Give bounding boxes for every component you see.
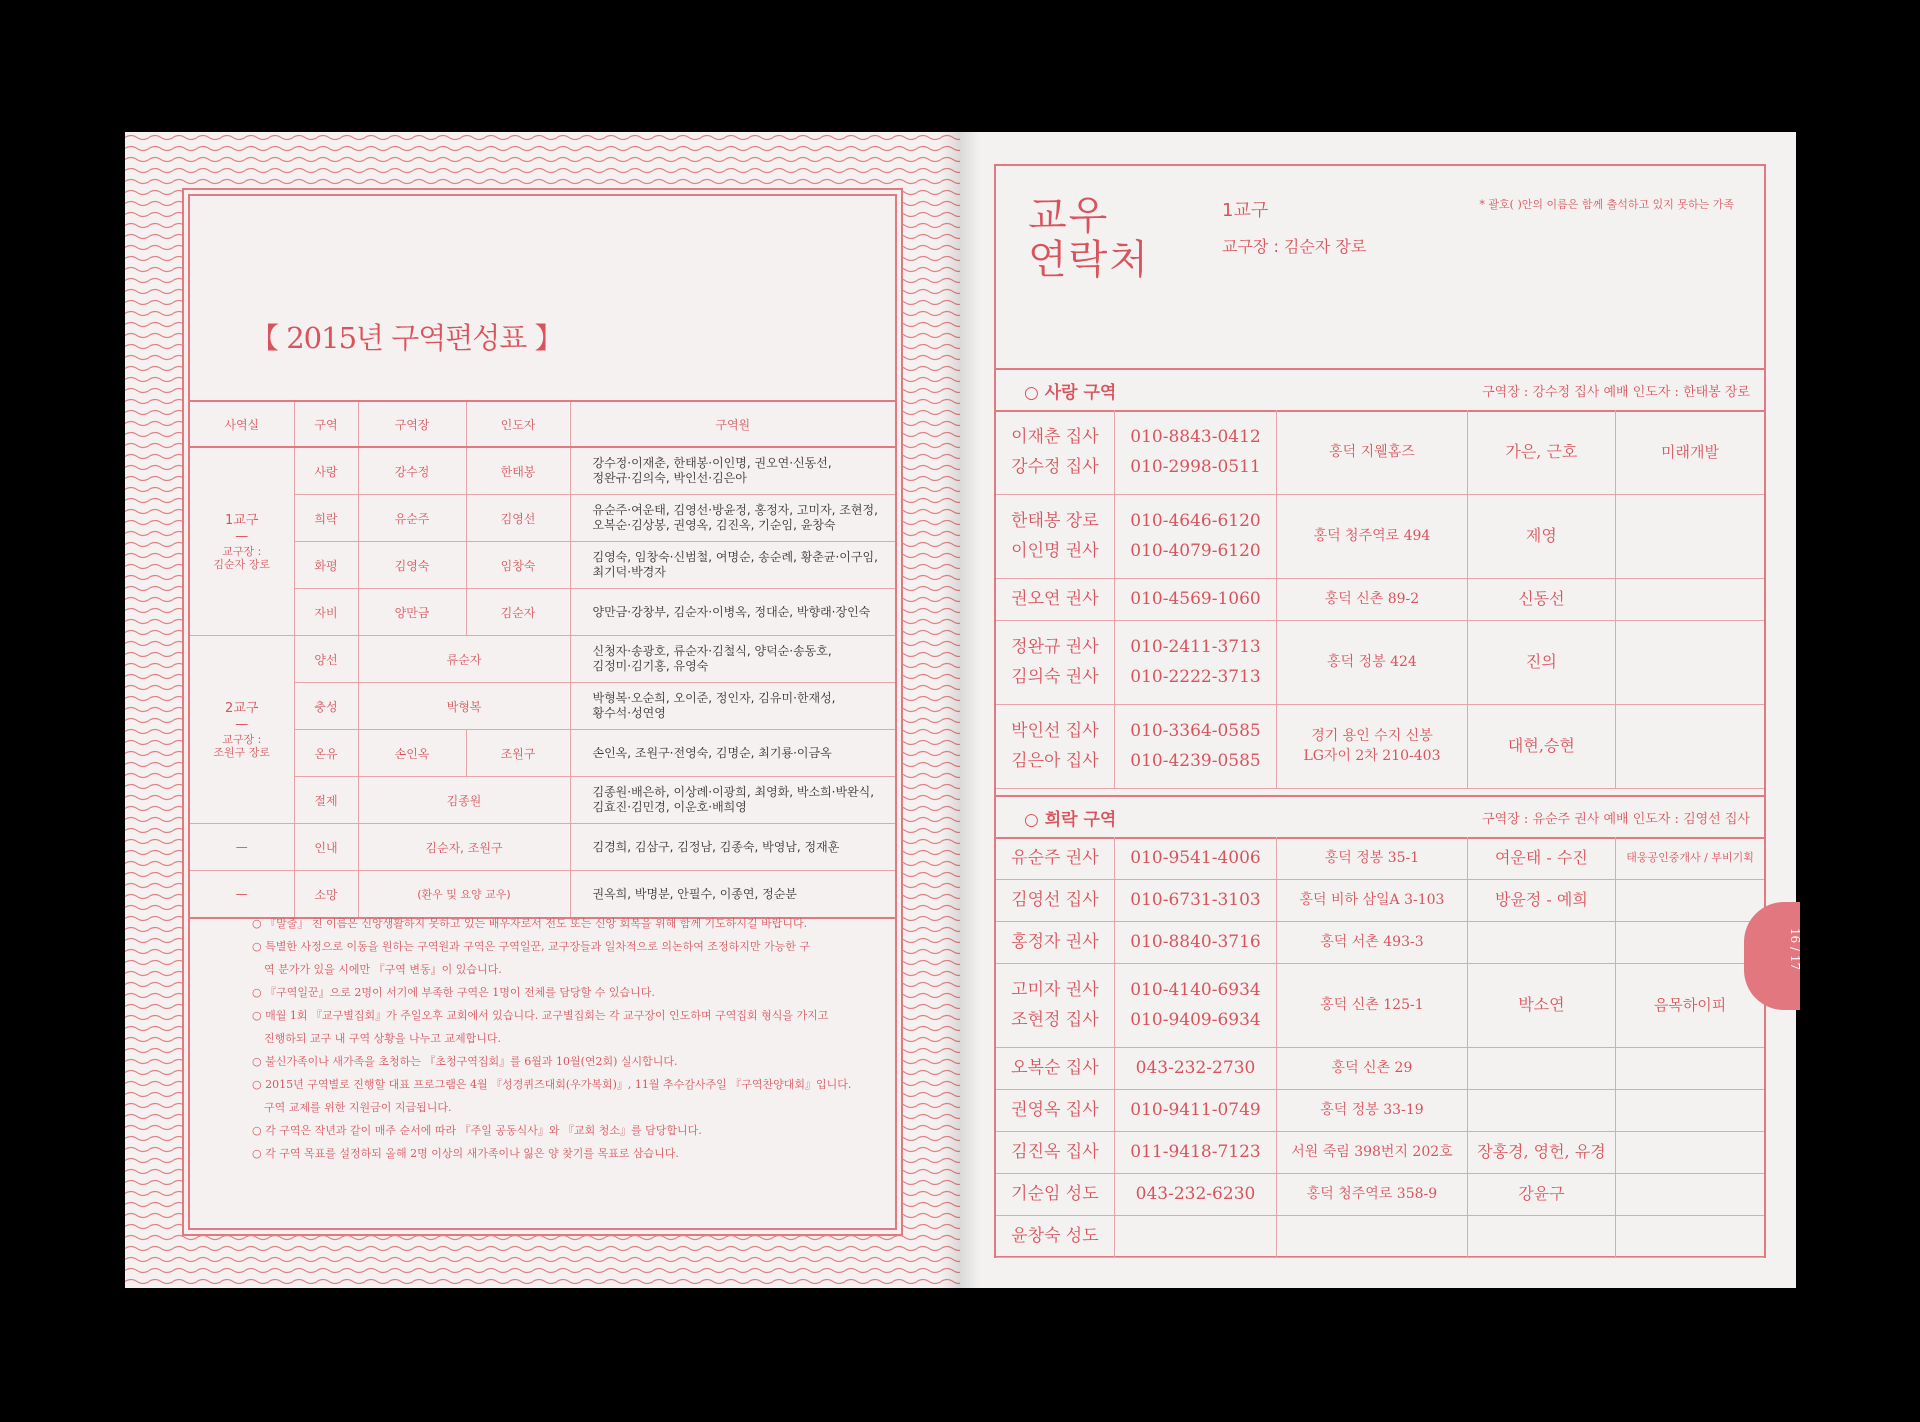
contact-title [1028, 194, 1150, 282]
district-table [190, 400, 895, 919]
job-cell: 음목하이피 [1616, 963, 1764, 1047]
table-row [190, 683, 895, 730]
zone-cell: 양선 [294, 636, 358, 683]
address-line: 경기 용인 수지 신봉 [1311, 728, 1433, 744]
members-line: 유순주·여운태, 김영선·방윤정, 홍정자, 고미자, 조현정, [592, 503, 878, 517]
group-dash-cell: — [190, 871, 294, 919]
note-line: ○ 각 구역 목표를 설정하되 올해 2명 이상의 새가족이나 잃은 양 찾기를 목표로 삼습니다. [252, 1147, 679, 1160]
note-line: ○ 『구역일꾼』으로 2명이 서기에 부족한 구역은 1명이 전체를 담당할 수 있습니다. [252, 986, 655, 999]
phone-number: 010-2222-3713 [1130, 667, 1261, 687]
phone-number: 043-232-2730 [1135, 1058, 1256, 1078]
family-cell [1467, 1089, 1615, 1131]
zone-cell: 소망 [294, 871, 358, 919]
table-row [190, 824, 895, 871]
member-name: 이재춘 집사 [1011, 426, 1099, 447]
district-name: 2교구 [225, 700, 259, 716]
member-name: 홍정자 권사 [1011, 932, 1099, 952]
org-chart-frame [188, 194, 897, 1230]
member-name-cell [996, 410, 1114, 494]
phone-cell [1114, 963, 1276, 1047]
members-line: 신청자·송광호, 류순자·김철식, 양덕순·송동호, [592, 644, 832, 658]
district-leader: 조원구 장로 [213, 745, 271, 759]
phone-cell [1114, 1047, 1276, 1089]
address-line: 홍덕 서촌 493-3 [1320, 934, 1424, 950]
zone-head-cell: 양만금 [358, 589, 466, 636]
zone-head-cell: 손인옥 [358, 730, 466, 777]
note-line: ○ 『말줄』 친 이름은 신앙생활하지 못하고 있는 배우자로서 전도 또는 신앙 회복을 위해 함께 기도하시길 바랍니다. [252, 917, 808, 930]
address-line: 홍덕 정봉 424 [1327, 654, 1417, 670]
job-cell [1616, 1173, 1764, 1215]
note-line: ○ 각 구역은 작년과 같이 매주 순서에 따라 『주일 공동식사』와 『교회 청소』를 담당합니다. [252, 1124, 702, 1137]
family-cell: 대현,승현 [1467, 704, 1615, 788]
right-page [960, 132, 1803, 1288]
member-name-cell [996, 1215, 1114, 1257]
phone-number: 010-4569-1060 [1130, 589, 1261, 609]
member-name-cell [996, 704, 1114, 788]
members-cell: 김경희, 김삼구, 김정남, 김종숙, 박영남, 정재훈 [570, 824, 895, 871]
contact-row [996, 1131, 1764, 1173]
address-cell [1277, 620, 1467, 704]
left-page [125, 132, 960, 1288]
contact-row [996, 837, 1764, 879]
address-cell [1277, 1215, 1467, 1257]
job-cell [1616, 578, 1764, 620]
family-cell: 신동선 [1467, 578, 1615, 620]
zone-cell: 인내 [294, 824, 358, 871]
member-name-cell [996, 1047, 1114, 1089]
member-name: 김영선 집사 [1011, 890, 1099, 910]
member-name: 박인선 집사 [1011, 721, 1099, 741]
member-name: 정완규 권사 [1011, 637, 1099, 657]
zone-cell: 온유 [294, 730, 358, 777]
address-line: 홍덕 신촌 89-2 [1324, 591, 1420, 607]
family-note: * 괄호( )안의 이름은 함께 출석하고 있지 못하는 가족 [1479, 198, 1734, 211]
contact-row [996, 1047, 1764, 1089]
job-cell [1616, 921, 1764, 963]
member-name-cell [996, 1089, 1114, 1131]
contact-row [996, 921, 1764, 963]
header-cell: 구역 [294, 401, 358, 447]
family-cell [1467, 921, 1615, 963]
member-name-cell [996, 963, 1114, 1047]
member-name-cell [996, 879, 1114, 921]
address-line: 홍덕 신촌 125-1 [1320, 997, 1424, 1013]
phone-cell [1114, 1215, 1276, 1257]
members-cell: 손인옥, 조원구·전영숙, 김명순, 최기룡·이금옥 [570, 730, 895, 777]
members-cell [570, 683, 895, 730]
members-cell [570, 542, 895, 589]
group-dash-cell: — [190, 824, 294, 871]
members-cell [570, 777, 895, 824]
zone-cell: 화평 [294, 542, 358, 589]
member-name: 김의숙 권사 [1011, 667, 1099, 687]
address-cell [1277, 410, 1467, 494]
zone-head-cell: 류순자 [358, 636, 570, 683]
zone-cell: 사랑 [294, 447, 358, 495]
section-header [996, 795, 1764, 839]
contact-row [996, 494, 1764, 578]
phone-number: 010-6731-3103 [1130, 890, 1261, 910]
member-name-cell [996, 578, 1114, 620]
family-cell: 제영 [1467, 494, 1615, 578]
members-line: 박형복·오순희, 오이준, 정인자, 김유미·한재성, [592, 691, 836, 705]
member-name: 김진옥 집사 [1011, 1142, 1099, 1162]
family-cell [1467, 1215, 1615, 1257]
phone-cell [1114, 704, 1276, 788]
member-name: 유순주 권사 [1011, 847, 1099, 868]
guide-cell: 임창숙 [466, 542, 570, 589]
table-row [190, 871, 895, 919]
district-label: 1교구 [1222, 200, 1269, 221]
phone-number: 010-8843-0412 [1130, 426, 1261, 447]
header-cell: 구역원 [570, 401, 895, 447]
district-leader: 교구장 : 김순자 장로 [1222, 237, 1367, 256]
family-cell [1467, 1047, 1615, 1089]
phone-number: 010-4079-6120 [1130, 541, 1261, 561]
contact-row [996, 620, 1764, 704]
phone-number: 010-9541-4006 [1130, 847, 1261, 868]
section-leaders: 구역장 : 유순주 권사 예배 인도자 : 김영선 집사 [1482, 812, 1750, 827]
address-line: 홍덕 비하 삼일A 3-103 [1299, 892, 1445, 908]
note-line: ○ 매월 1회 『교구별집회』가 주일오후 교회에서 있습니다. 교구별집회는 각 교구장이 인도하며 구역집회 형식을 가지고 [252, 1009, 829, 1022]
address-cell [1277, 704, 1467, 788]
zone-head-cell: 김종원 [358, 777, 570, 824]
job-cell [1616, 620, 1764, 704]
members-line: 황수석·성연영 [592, 706, 666, 720]
member-name: 기순임 성도 [1011, 1184, 1099, 1204]
job-cell [1616, 494, 1764, 578]
member-name: 오복순 집사 [1011, 1058, 1099, 1078]
contact-row [996, 1215, 1764, 1257]
phone-cell [1114, 1173, 1276, 1215]
notes-list [252, 912, 852, 1165]
member-name-cell [996, 921, 1114, 963]
member-name: 강수정 집사 [1011, 456, 1099, 477]
contact-row [996, 578, 1764, 620]
phone-cell [1114, 620, 1276, 704]
address-cell [1277, 1089, 1467, 1131]
guide-cell: 김순자 [466, 589, 570, 636]
note-line: ○ 불신가족이나 새가족을 초청하는 『초청구역집회』를 6월과 10월(연2회) 실시합니다. [252, 1055, 678, 1068]
header-cell: 구역장 [358, 401, 466, 447]
member-name: 이인명 권사 [1011, 541, 1099, 561]
phone-cell [1114, 1089, 1276, 1131]
phone-cell [1114, 410, 1276, 494]
address-line: LG자이 2차 210-403 [1303, 748, 1441, 764]
phone-number: 010-9411-0749 [1130, 1100, 1261, 1120]
address-line: 홍덕 청주역로 358-9 [1306, 1186, 1438, 1202]
phone-cell [1114, 837, 1276, 879]
section-leaders: 구역장 : 강수정 집사 예배 인도자 : 한태봉 장로 [1482, 385, 1750, 400]
table-row [190, 447, 895, 495]
phone-number: 043-232-6230 [1135, 1184, 1256, 1204]
address-cell [1277, 494, 1467, 578]
district-leader: 김순자 장로 [213, 557, 271, 571]
note-line: ○ 특별한 사정으로 이동을 원하는 구역원과 구역은 구역일꾼, 교구장들과 일차적으로 의논하여 조정하지만 가능한 구 [252, 940, 810, 953]
contact-row [996, 963, 1764, 1047]
job-cell: 태웅공인중개사 / 부비기획 [1616, 837, 1764, 879]
contact-frame [994, 164, 1766, 1258]
phone-cell [1114, 921, 1276, 963]
contact-row [996, 879, 1764, 921]
member-name-cell [996, 494, 1114, 578]
phone-cell [1114, 1131, 1276, 1173]
zone-cell: 희락 [294, 495, 358, 542]
family-cell: 진의 [1467, 620, 1615, 704]
section-name: ○ 사랑 구역 [1024, 383, 1117, 403]
members-line: 정완규·김의숙, 박인선·김은아 [592, 471, 747, 485]
family-cell: 장홍경, 영헌, 유경 [1467, 1131, 1615, 1173]
job-cell [1616, 1131, 1764, 1173]
table-header-row [190, 401, 895, 447]
contact-row [996, 410, 1764, 494]
district-leader-label: 교구장 : [222, 732, 262, 746]
zone-head-cell: 박형복 [358, 683, 570, 730]
phone-cell [1114, 494, 1276, 578]
member-name-cell [996, 1131, 1114, 1173]
family-cell: 여운태 - 수진 [1467, 837, 1615, 879]
members-line: 강수정·이재춘, 한태봉·이인명, 권오연·신동선, [592, 456, 832, 470]
phone-number: 010-9409-6934 [1130, 1010, 1261, 1030]
contact-row [996, 1089, 1764, 1131]
member-name: 조현정 집사 [1011, 1010, 1099, 1030]
members-line: 김종원·배은하, 이상례·이광희, 최영화, 박소희·박완식, [592, 785, 875, 799]
zone-head-cell: 김영숙 [358, 542, 466, 589]
phone-number: 010-4140-6934 [1130, 980, 1261, 1000]
members-line: 김정미·김기홍, 유영숙 [592, 659, 709, 673]
phone-number: 010-4646-6120 [1130, 511, 1261, 531]
phone-cell [1114, 879, 1276, 921]
family-cell: 박소연 [1467, 963, 1615, 1047]
phone-number: 011-9418-7123 [1130, 1142, 1261, 1162]
guide-cell: 조원구 [466, 730, 570, 777]
job-cell [1616, 1047, 1764, 1089]
contact-table [996, 410, 1764, 789]
guide-cell: 한태봉 [466, 447, 570, 495]
members-line: 김효진·김민경, 이운호·배희영 [592, 800, 747, 814]
header-cell: 사역실 [190, 401, 294, 447]
family-cell: 가은, 근호 [1467, 410, 1615, 494]
note-line: 역 분가가 있을 시에만 『구역 변동』이 있습니다. [264, 963, 502, 976]
contact-row [996, 704, 1764, 788]
member-name-cell [996, 1173, 1114, 1215]
members-cell [570, 495, 895, 542]
note-line: 진행하되 교구 내 구역 상황을 나누고 교제합니다. [264, 1032, 501, 1045]
page-number: 16 / 17 [1788, 927, 1803, 971]
address-cell [1277, 879, 1467, 921]
members-line: 최기덕·박경자 [592, 565, 666, 579]
district-name: 1교구 [225, 512, 259, 528]
members-line: 김영숙, 임창숙·신범철, 여명순, 송순례, 황춘균·이구임, [592, 550, 878, 564]
address-cell [1277, 1047, 1467, 1089]
member-name: 고미자 권사 [1011, 980, 1099, 1000]
member-name: 한태봉 장로 [1011, 511, 1099, 531]
zone-head-cell: 김순자, 조원구 [358, 824, 570, 871]
zone-cell: 충성 [294, 683, 358, 730]
address-cell [1277, 963, 1467, 1047]
address-line: 홍덕 정봉 33-19 [1320, 1102, 1424, 1118]
member-name: 윤창숙 성도 [1011, 1226, 1099, 1246]
guide-cell: 김영선 [466, 495, 570, 542]
job-cell [1616, 1089, 1764, 1131]
note-line: 구역 교제를 위한 지원금이 지급됩니다. [264, 1101, 452, 1114]
member-name-cell [996, 837, 1114, 879]
family-cell: 방윤정 - 예희 [1467, 879, 1615, 921]
table-row [190, 589, 895, 636]
zone-head-cell: 강수정 [358, 447, 466, 495]
address-cell [1277, 921, 1467, 963]
members-cell: 권옥희, 박명분, 안필수, 이종연, 정순분 [570, 871, 895, 919]
table-row [190, 777, 895, 824]
district-dash: — [235, 528, 249, 544]
members-cell [570, 447, 895, 495]
phone-number: 010-2411-3713 [1130, 637, 1261, 657]
member-name: 권오연 권사 [1011, 589, 1099, 609]
district-1-cell [190, 447, 294, 636]
members-cell [570, 636, 895, 683]
address-line: 홍덕 청주역로 494 [1313, 528, 1431, 544]
address-cell [1277, 837, 1467, 879]
contact-row [996, 1173, 1764, 1215]
address-cell [1277, 578, 1467, 620]
page-number-tab [1744, 902, 1803, 1010]
district-dash: — [235, 716, 249, 732]
table-row [190, 730, 895, 777]
section-name: ○ 희락 구역 [1024, 810, 1117, 830]
title-line: 교우 [1028, 193, 1110, 239]
note-line: ○ 2015년 구역별로 진행할 대표 프로그램은 4월 『성경퀴즈대회(우가복회)』, 11월 추수감사주일 『구역찬양대회』입니다. [252, 1078, 852, 1091]
address-line: 홍덕 지웰홈즈 [1329, 443, 1415, 460]
page-title: 【 2015년 구역편성표 】 [250, 321, 563, 355]
table-row [190, 542, 895, 589]
members-line: 오복순·김상봉, 권영옥, 김진옥, 기순임, 윤창숙 [592, 518, 836, 532]
zone-head-cell: 유순주 [358, 495, 466, 542]
phone-number: 010-3364-0585 [1130, 721, 1261, 741]
member-name: 권영옥 집사 [1011, 1100, 1099, 1120]
district-leader-label: 교구장 : [222, 544, 262, 558]
zone-cell: 절제 [294, 777, 358, 824]
zone-head-cell: (환우 및 요양 교우) [358, 871, 570, 919]
job-cell [1616, 879, 1764, 921]
address-line: 홍덕 정봉 35-1 [1324, 849, 1420, 866]
member-name-cell [996, 620, 1114, 704]
address-line: 홍덕 신촌 29 [1331, 1060, 1413, 1076]
job-cell [1616, 704, 1764, 788]
section-header [996, 368, 1764, 412]
address-cell [1277, 1173, 1467, 1215]
phone-number: 010-4239-0585 [1130, 751, 1261, 771]
district-2-cell [190, 636, 294, 824]
contact-table [996, 837, 1764, 1258]
job-cell [1616, 1215, 1764, 1257]
family-cell: 강윤구 [1467, 1173, 1615, 1215]
members-cell: 양만금·강창부, 김순자·이병옥, 정대순, 박향래·장인숙 [570, 589, 895, 636]
title-line: 연락처 [1028, 237, 1150, 283]
header-cell: 인도자 [466, 401, 570, 447]
address-line: 서원 죽림 398번지 202호 [1291, 1144, 1453, 1160]
phone-number: 010-8840-3716 [1130, 932, 1261, 952]
table-row [190, 636, 895, 683]
member-name: 김은아 집사 [1011, 751, 1099, 771]
phone-number: 010-2998-0511 [1130, 456, 1261, 477]
zone-cell: 자비 [294, 589, 358, 636]
table-row [190, 495, 895, 542]
job-cell: 미래개발 [1616, 410, 1764, 494]
address-cell [1277, 1131, 1467, 1173]
phone-cell [1114, 578, 1276, 620]
